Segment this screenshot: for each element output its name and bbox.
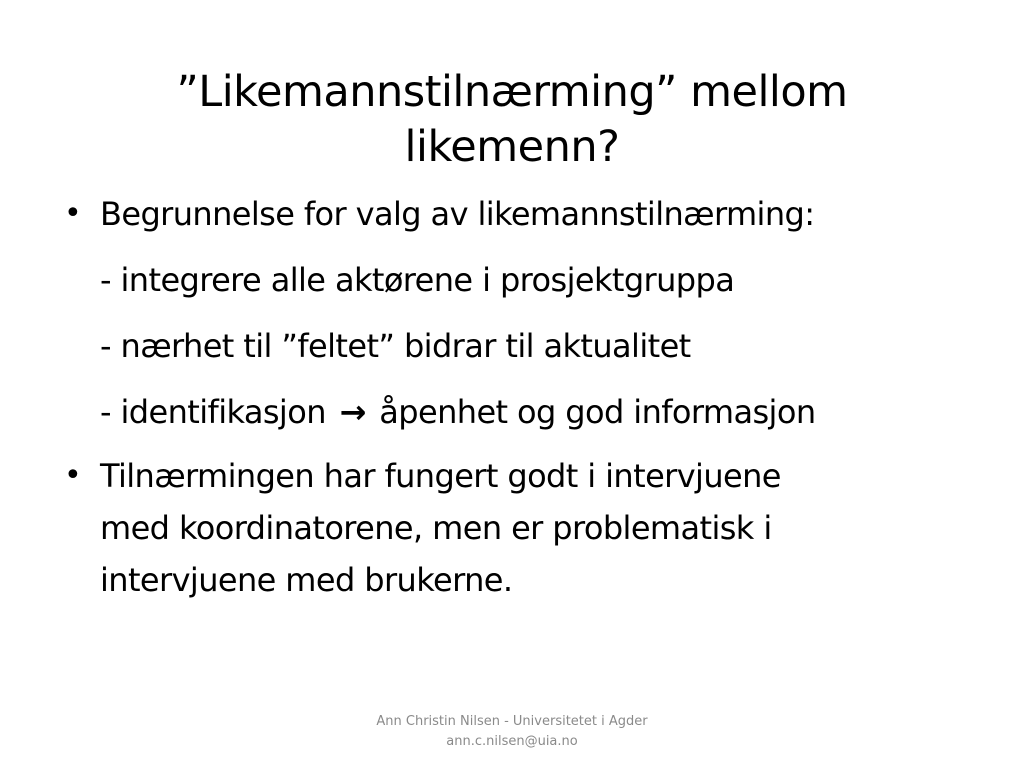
bullet-text-line: intervjuene med brukerne. [100,561,513,599]
bullet-item [62,190,992,436]
slide-title [60,65,964,175]
bullet-dot-icon: • [64,196,82,231]
footer-email: ann.c.nilsen@uia.no [446,734,578,749]
slide-body [62,190,992,606]
sub-item-text: - identifikasjon [100,393,326,431]
slide-footer [312,712,712,752]
sub-item-text: åpenhet og god informasjon [379,393,816,431]
bullet-dot-icon: • [64,458,82,493]
bullet-text: Begrunnelse for valg av likemannstilnærming: [100,195,815,233]
bullet-text-line: med koordinatorene, men er problematisk i [100,509,772,547]
sub-item: - integrere alle aktørene i prosjektgruppa [100,261,735,299]
footer-author: Ann Christin Nilsen - Universitetet i Agder [376,714,648,729]
sub-item [100,388,992,436]
slide-title-line: ”Likemannstilnærming” mellom [176,66,848,117]
bullet-item [62,450,992,606]
bullet-text-line: Tilnærmingen har fungert godt i intervjuene [100,457,781,495]
slide-title-line: likemenn? [404,121,620,172]
arrow-right-icon: → [339,393,366,431]
sub-item: - nærhet til ”feltet” bidrar til aktualitet [100,327,691,365]
